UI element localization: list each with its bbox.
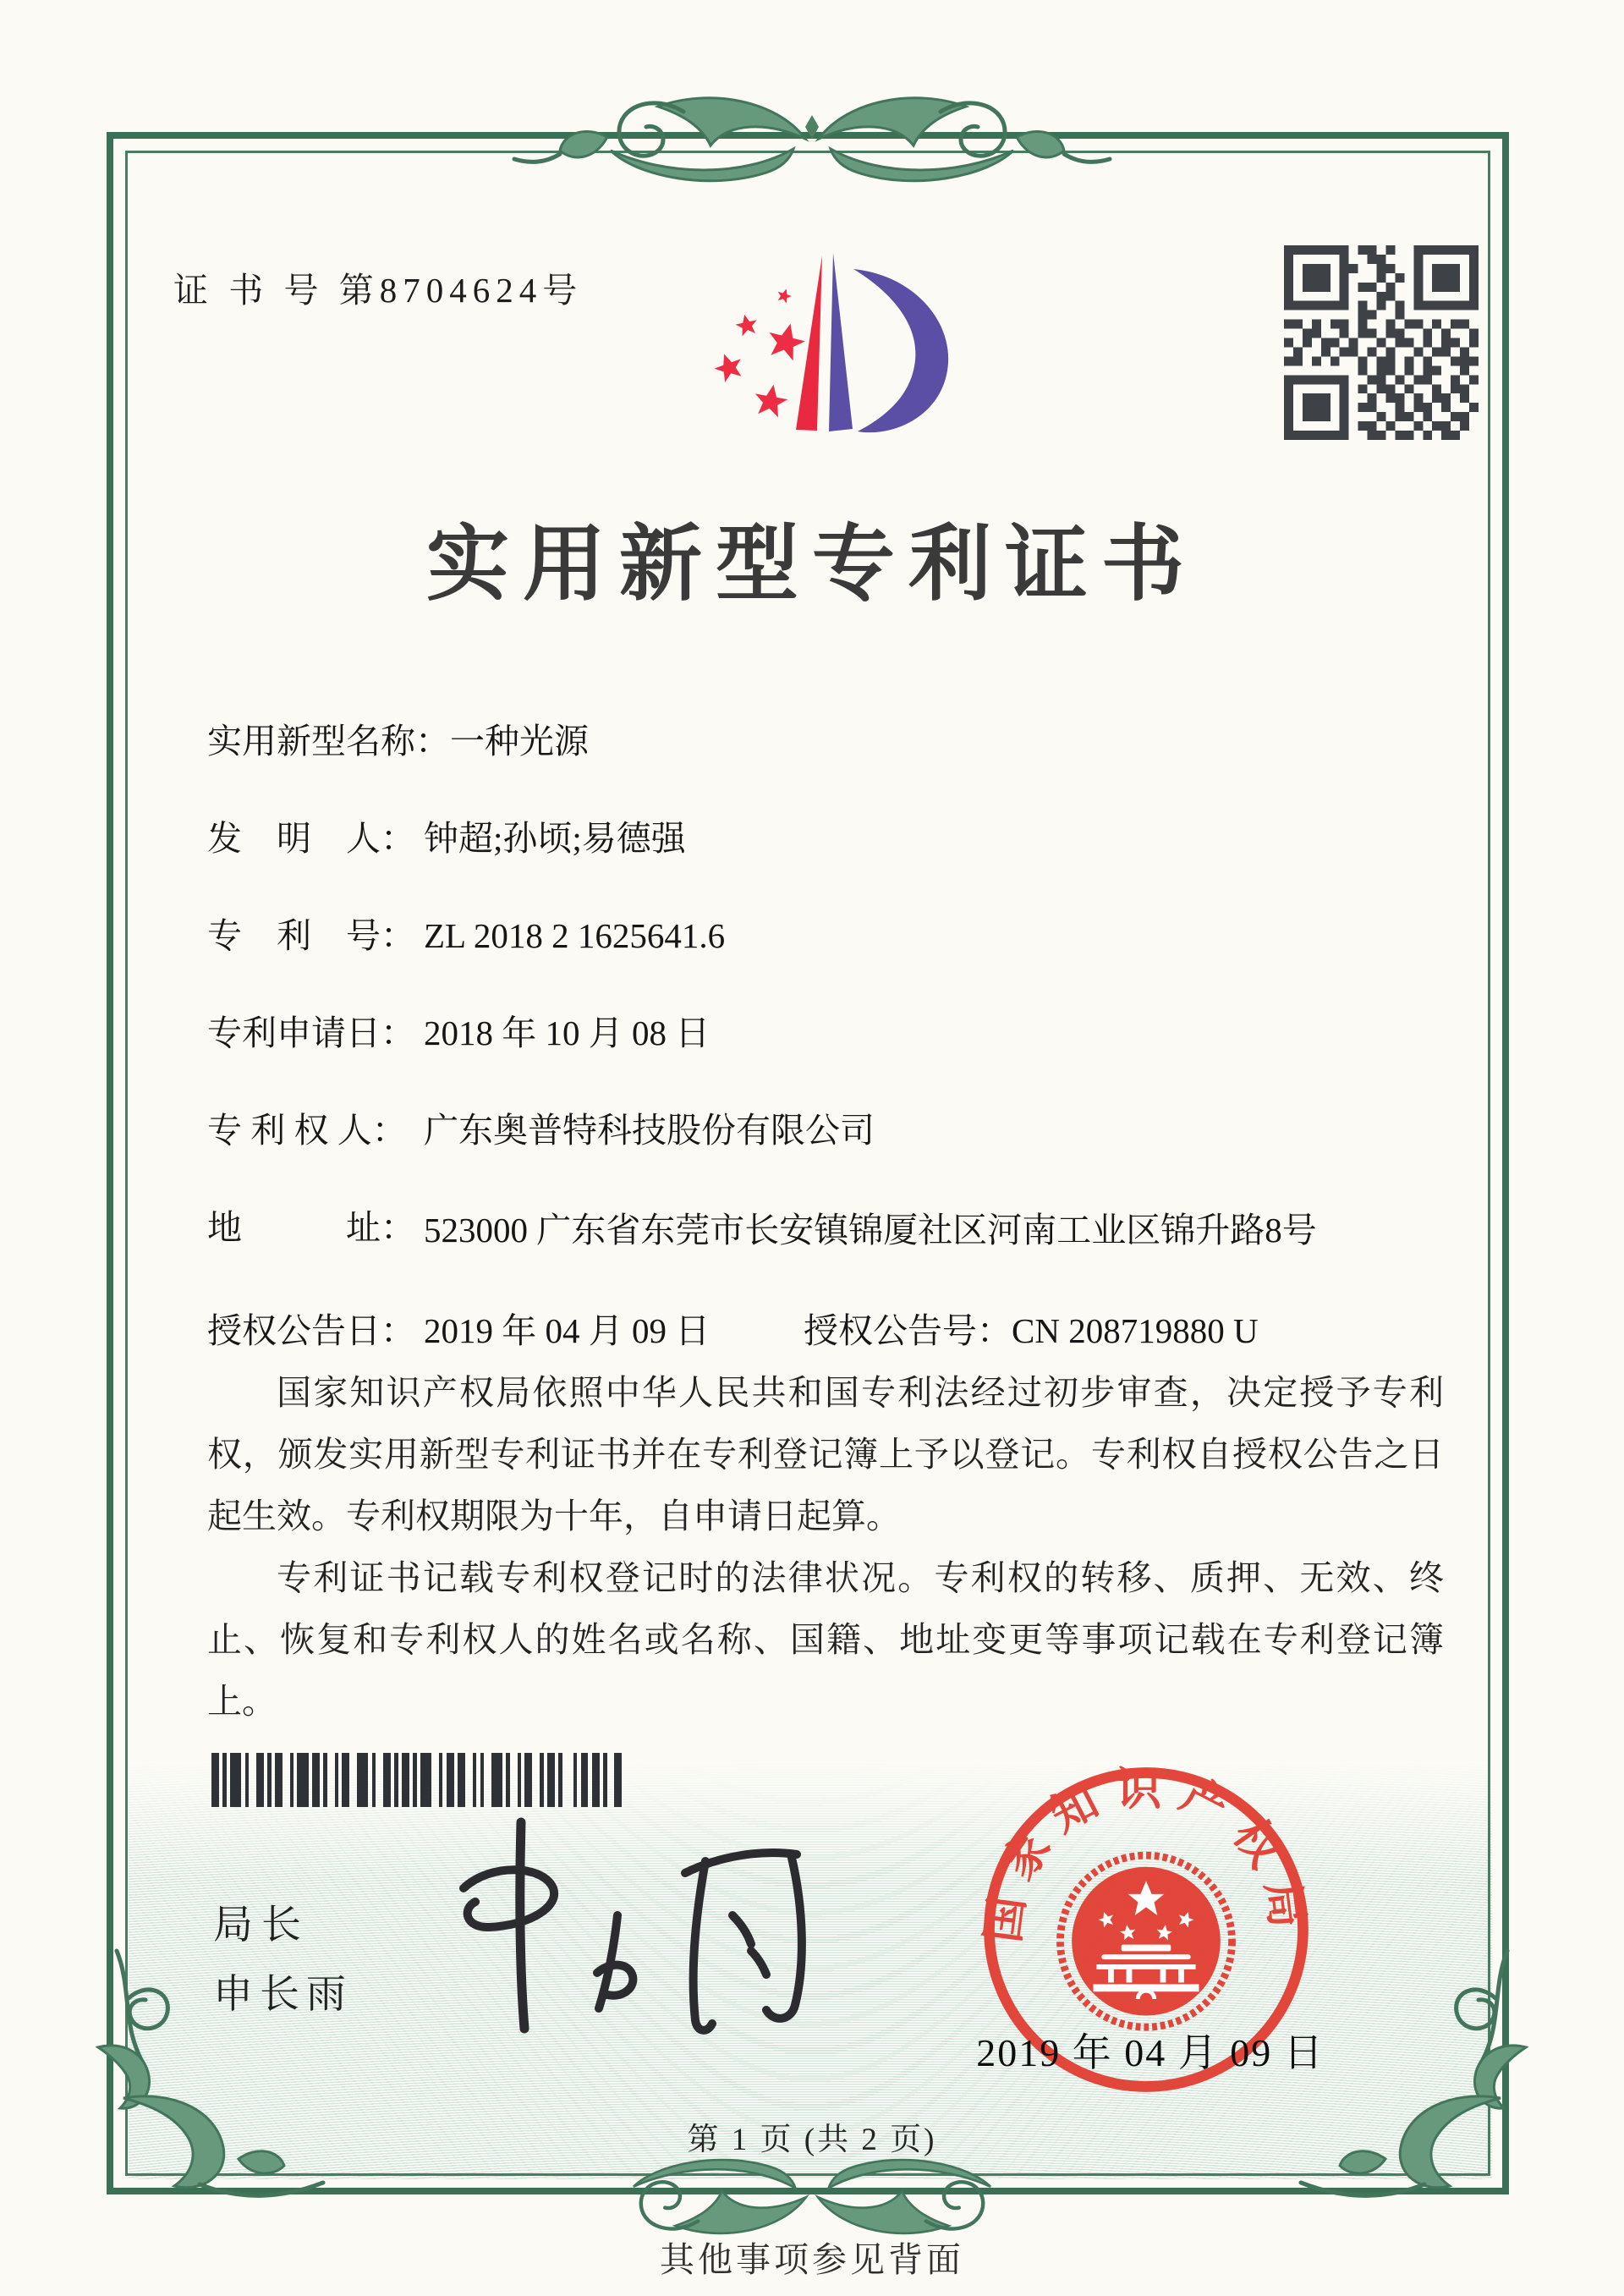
qr-code — [1284, 245, 1479, 440]
field-row-patent-number — [207, 908, 725, 958]
field-row-inventors — [207, 810, 686, 860]
commissioner-signature — [364, 1807, 871, 2052]
field-value: ZL 2018 2 1625641.6 — [424, 916, 726, 955]
legal-paragraph-2: 专利证书记载专利权登记时的法律状况。专利权的转移、质押、无效、终止、恢复和专利权人的姓名或名称、国籍、地址变更等事项记载在专利登记簿上。 — [207, 1558, 1444, 1721]
certificate-number: 证 书 号 第8704624号 — [173, 271, 584, 310]
field-row-filing-date — [207, 1005, 710, 1055]
legal-paragraph-1: 国家知识产权局依照中华人民共和国专利法经过初步审查，决定授予专利权，颁发实用新型专利证书并在专利登记簿上予以登记。专利权自授权公告之日起生效。专利权期限为十年，自申请日起算。 — [207, 1373, 1444, 1535]
field-label: 专利申请日： — [207, 1013, 415, 1052]
field-value: 2019 年 04 月 09 日 — [424, 1311, 710, 1350]
grant-number-group — [804, 1303, 1259, 1353]
field-label: 授权公告号： — [804, 1311, 1012, 1350]
field-value: 广东奥普特科技股份有限公司 — [424, 1111, 875, 1150]
field-label: 发 明 人： — [207, 819, 415, 858]
field-value: CN 208719880 U — [1012, 1311, 1259, 1350]
barcode — [211, 1753, 626, 1807]
field-row-grant — [207, 1303, 1259, 1353]
field-label: 授权公告日： — [207, 1311, 415, 1350]
cnipa-logo-icon — [687, 242, 956, 467]
seal-date: 2019 年 04 月 09 日 — [976, 2031, 1325, 2074]
ornament-top-center-icon — [508, 78, 1116, 205]
field-value: 2018 年 10 月 08 日 — [424, 1013, 710, 1052]
field-value: 一种光源 — [450, 722, 589, 761]
field-row-address — [207, 1200, 1451, 1261]
commissioner-name: 申长雨 — [213, 1973, 353, 2017]
page-number: 第 1 页 (共 2 页) — [687, 2123, 937, 2157]
field-value: 钟超;孙顷;易德强 — [424, 819, 686, 858]
field-label: 实用新型名称： — [207, 722, 450, 761]
back-side-note: 其他事项参见背面 — [660, 2240, 964, 2279]
field-row-patentee — [207, 1102, 875, 1152]
barcode-bars — [211, 1753, 626, 1807]
national-emblem-icon — [1060, 1855, 1232, 2027]
field-label: 专 利 号： — [207, 916, 415, 955]
field-label: 地 址： — [207, 1208, 415, 1247]
field-value: 523000 广东省东莞市长安镇锦厦社区河南工业区锦升路8号 — [424, 1211, 1317, 1250]
field-row-utility-model-name — [207, 713, 589, 763]
legal-text — [207, 1362, 1444, 1733]
field-label: 专 利 权 人： — [207, 1111, 407, 1150]
commissioner-title: 局长 — [213, 1903, 310, 1947]
certificate-title: 实用新型专利证书 — [425, 519, 1198, 611]
seal-arc-text: 国家知识产权局 — [977, 1764, 1315, 1946]
